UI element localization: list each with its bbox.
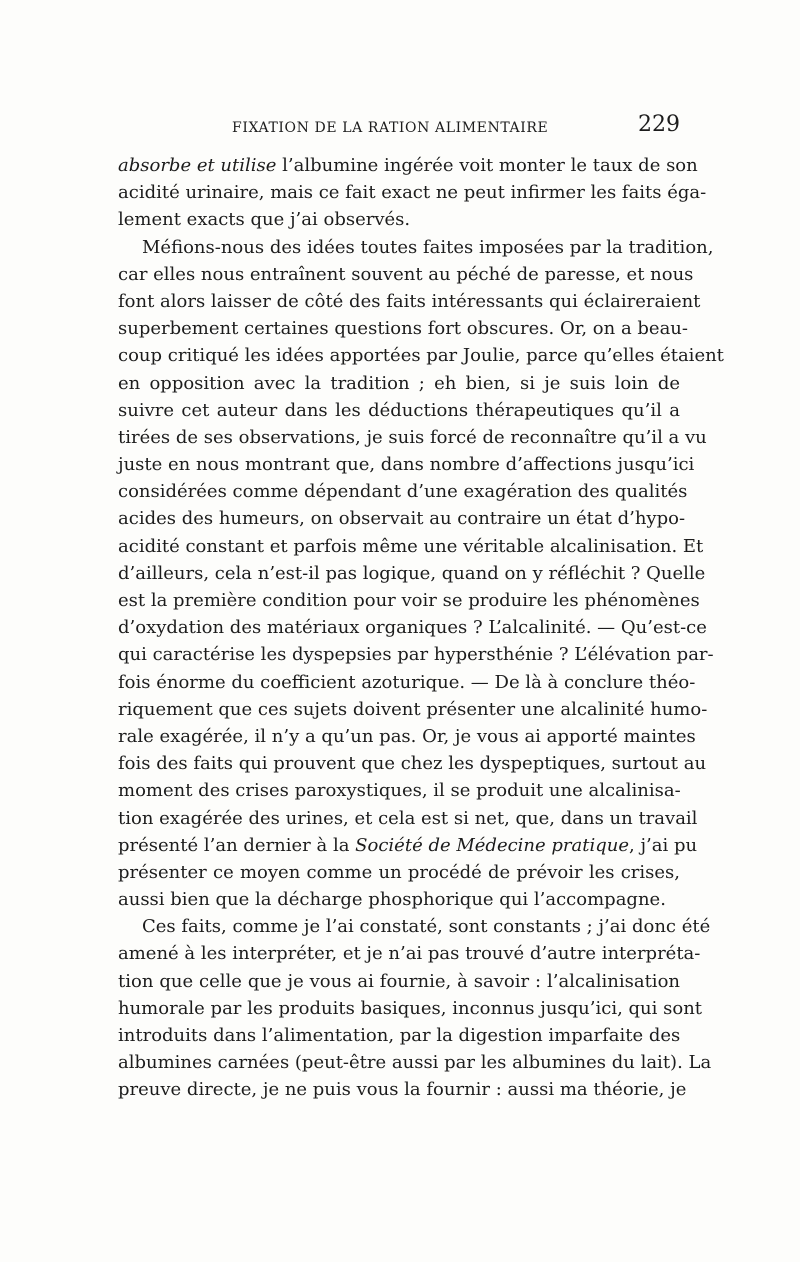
text-line [118, 750, 707, 777]
text-line [118, 505, 686, 532]
text-segment: l’albumine ingérée voit monter le taux de son [276, 155, 698, 176]
text-line [118, 179, 707, 206]
text-line [118, 560, 706, 587]
text-segment: juste en nous montrant que, dans nombre d’affections jusqu’ici [118, 454, 695, 476]
text-line [118, 805, 698, 832]
text-line [118, 1076, 687, 1103]
text-segment: lement exacts que j’ai observés. [118, 209, 411, 231]
text-line [118, 859, 680, 886]
text-segment: riquement que ces sujets doivent présenter une alcalinité humo- [118, 698, 708, 720]
text-line [118, 995, 703, 1022]
text-segment: suivre cet auteur dans les déductions thérapeutiques qu’il a [118, 399, 680, 421]
text-line [118, 587, 700, 614]
text-line [118, 397, 680, 424]
text-line [118, 342, 724, 369]
text-segment: coup critiqué les idées apportées par Joulie, parce qu’elles étaient [118, 345, 724, 367]
text-segment: est la première condition pour voir se produire les phénomènes [118, 590, 700, 611]
text-segment: acides des humeurs, on observait au contraire un état d’hypo- [118, 508, 686, 530]
text-line [118, 1049, 712, 1076]
text-segment: acidité constant et parfois même une véritable alcalinisation. Et [118, 535, 704, 557]
text-segment: albumines carnées (peut-être aussi par les albumines du lait). La [118, 1052, 712, 1074]
text-segment: , j’ai pu [629, 834, 698, 856]
text-segment: Ces faits, comme je l’ai constaté, sont constants ; j’ai donc été [142, 916, 711, 938]
running-title: FIXATION DE LA RATION ALIMENTAIRE [232, 120, 549, 136]
text-segment: superbement certaines questions fort obscures. Or, on a beau- [118, 318, 688, 340]
text-line [118, 696, 708, 723]
text-line [118, 641, 714, 668]
text-segment: font alors laisser de côté des faits intéressants qui éclaireraient [118, 290, 701, 312]
text-line [118, 261, 694, 288]
text-line [118, 451, 695, 478]
text-segment: acidité urinaire, mais ce fait exact ne peut infirmer les faits éga- [118, 182, 707, 204]
text-line [118, 913, 711, 940]
text-segment: présenté l’an dernier à la [118, 834, 356, 856]
text-line [118, 832, 698, 859]
text-segment: tirées de ses observations, je suis forcé de reconnaître qu’il a vu [118, 426, 707, 448]
text-line [118, 940, 701, 967]
text-segment: fois énorme du coefficient azoturique. — De là à conclure théo- [118, 671, 696, 693]
text-line [118, 968, 680, 995]
text-segment: moment des crises paroxystiques, il se produit une alcalinisa- [118, 780, 681, 802]
text-segment: aussi bien que la décharge phosphorique qui l’accompagne. [118, 889, 666, 911]
text-segment: en opposition avec la tradition ; eh bien, si je suis loin de [118, 372, 680, 394]
text-segment: amené à les interpréter, et je n’ai pas trouvé d’autre interpréta- [118, 943, 701, 965]
text-segment: rale exagérée, il n’y a qu’un pas. Or, je vous ai apporté maintes [118, 725, 696, 747]
text-line [118, 152, 698, 179]
text-line [118, 669, 696, 696]
text-line [118, 370, 680, 397]
text-line [118, 315, 688, 342]
text-line [118, 424, 707, 451]
text-line [118, 723, 696, 750]
italic-text: absorbe et utilise [118, 155, 277, 176]
text-segment: preuve directe, je ne puis vous la fournir : aussi ma théorie, je [118, 1079, 687, 1101]
text-segment: considérées comme dépendant d’une exagération des qualités [118, 481, 688, 503]
text-line [118, 288, 701, 315]
page-header [118, 112, 680, 144]
text-segment: car elles nous entraînent souvent au péché de paresse, et nous [118, 263, 694, 285]
body-text [118, 152, 724, 1104]
text-line [118, 886, 680, 913]
text-segment: qui caractérise les dyspepsies par hypersthénie ? L’élévation par- [118, 644, 714, 666]
text-line [118, 1022, 680, 1049]
text-segment: tion exagérée des urines, et cela est si net, que, dans un travail [118, 807, 698, 829]
page-number: 229 [638, 112, 680, 137]
text-line [118, 478, 688, 505]
text-line [118, 777, 680, 804]
text-line [118, 533, 704, 560]
text-line [118, 234, 714, 261]
text-line [118, 206, 680, 233]
text-segment: d’ailleurs, cela n’est-il pas logique, quand on y réfléchit ? Quelle [118, 562, 706, 584]
text-segment: d’oxydation des matériaux organiques ? L’alcalinité. — Qu’est-ce [118, 617, 707, 639]
text-segment: fois des faits qui prouvent que chez les dyspeptiques, surtout au [118, 753, 707, 775]
text-segment: tion que celle que je vous ai fournie, à savoir : l’alcalinisation [118, 970, 680, 992]
text-segment: humorale par les produits basiques, inconnus jusqu’ici, qui sont [118, 997, 703, 1019]
text-segment: présenter ce moyen comme un procédé de prévoir les crises, [118, 861, 680, 883]
text-line [118, 614, 707, 641]
italic-text: Société de Médecine pratique [355, 834, 630, 856]
text-segment: introduits dans l’alimentation, par la digestion imparfaite des [118, 1025, 681, 1046]
text-segment: Méfions-nous des idées toutes faites imposées par la tradition, [142, 236, 714, 258]
